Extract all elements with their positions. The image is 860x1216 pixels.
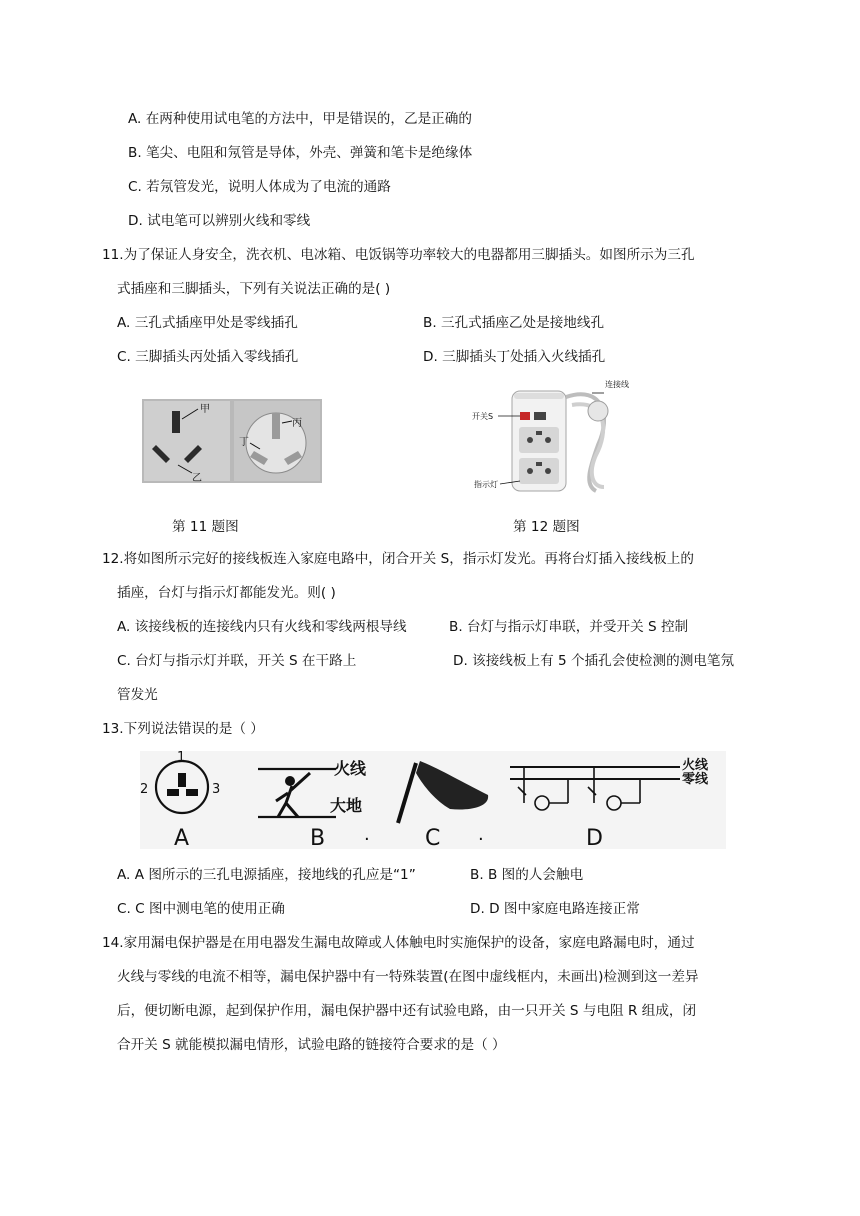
q12-stem-line1: 12.将如图所示完好的接线板连入家庭电路中，闭合开关 S，指示灯发光。再将台灯插入接线板上的 [102,551,694,567]
q12-figure-power-strip [472,375,632,500]
q12-label-light: 指示灯 [474,480,498,489]
q14-stem-line3: 后，便切断电源，起到保护作用，漏电保护器中还有试验电路，由一只开关 S 与电阻 R 组成，闭 [117,1003,697,1019]
q13-label-A: A [174,826,190,849]
q12-option-a: A. 该接线板的连接线内只有火线和零线两根导线 [117,619,407,635]
q13-label-n1: 1 [177,751,186,765]
q13-label-C: C [425,826,441,849]
q11-option-a: A. 三孔式插座甲处是零线插孔 [117,315,298,331]
q10-option-d: D. 试电笔可以辨别火线和零线 [128,213,311,229]
svg-text:·: · [364,829,370,849]
q12-stem-line2: 插座，台灯与指示灯都能发光。则( ) [117,585,336,601]
q11-option-d: D. 三脚插头丁处插入火线插孔 [423,349,606,365]
q10-option-c: C. 若氖管发光，说明人体成为了电流的通路 [128,179,391,195]
q11-figure-caption: 第 11 题图 [172,519,239,535]
q13-label-earth: 大地 [330,796,363,815]
q11-label-bing: 丙 [292,418,302,429]
q13-label-fire: 火线 [334,759,367,778]
q13-label-B: B [310,826,326,849]
q14-stem-line2: 火线与零线的电流不相等，漏电保护器中有一特殊装置(在图中虚线框内，未画出)检测到这一差异 [117,969,699,985]
q11-figure-socket-plug [142,399,322,483]
q10-option-a: A. 在两种使用试电笔的方法中，甲是错误的，乙是正确的 [128,111,472,127]
q12-option-b: B. 台灯与指示灯串联，并受开关 S 控制 [449,619,689,635]
svg-text:·: · [478,829,484,849]
q12-label-switch: 开关S [472,412,494,421]
q13-stem: 13.下列说法错误的是（ ） [102,721,264,737]
q13-label-zero: 零线 [682,772,709,787]
q13-label-fire2: 火线 [682,758,709,773]
q11-label-yi: 乙 [192,473,202,483]
q13-option-d: D. D 图中家庭电路连接正常 [470,901,640,917]
q11-stem-line2: 式插座和三脚插头，下列有关说法正确的是( ) [117,281,391,297]
q11-option-c: C. 三脚插头丙处插入零线插孔 [117,349,299,365]
q13-option-a: A. A 图所示的三孔电源插座，接地线的孔应是“1” [117,867,416,883]
q12-label-wire: 连接线 [605,380,629,389]
q12-option-c: C. 台灯与指示灯并联，开关 S 在干路上 [117,653,357,669]
q14-stem-line4: 合开关 S 就能模拟漏电情形，试验电路的链接符合要求的是（ ） [117,1037,506,1053]
q13-label-D: D [586,826,603,849]
q13-option-b: B. B 图的人会触电 [470,867,584,883]
q11-label-ding: 丁 [239,437,249,448]
q14-stem-line1: 14.家用漏电保护器是在用电器发生漏电故障或人体触电时实施保护的设备，家庭电路漏电时，通过 [102,935,695,951]
q12-option-d-line2: 管发光 [117,687,158,703]
q12-option-d-line1: D. 该接线板上有 5 个插孔会使检测的测电笔氖 [453,653,735,669]
q13-figure-abcd [140,751,726,849]
q11-label-jia: 甲 [200,404,210,415]
q13-option-c: C. C 图中测电笔的使用正确 [117,901,285,917]
q11-option-b: B. 三孔式插座乙处是接地线孔 [423,315,605,331]
q13-label-n3: 3 [212,782,221,797]
q11-stem-line1: 11.为了保证人身安全，洗衣机、电冰箱、电饭锅等功率较大的电器都用三脚插头。如图所示为三孔 [102,247,695,263]
q12-figure-caption: 第 12 题图 [513,519,580,535]
q10-option-b: B. 笔尖、电阻和氖管是导体，外壳、弹簧和笔卡是绝缘体 [128,145,473,161]
q13-label-n2: 2 [140,782,149,797]
